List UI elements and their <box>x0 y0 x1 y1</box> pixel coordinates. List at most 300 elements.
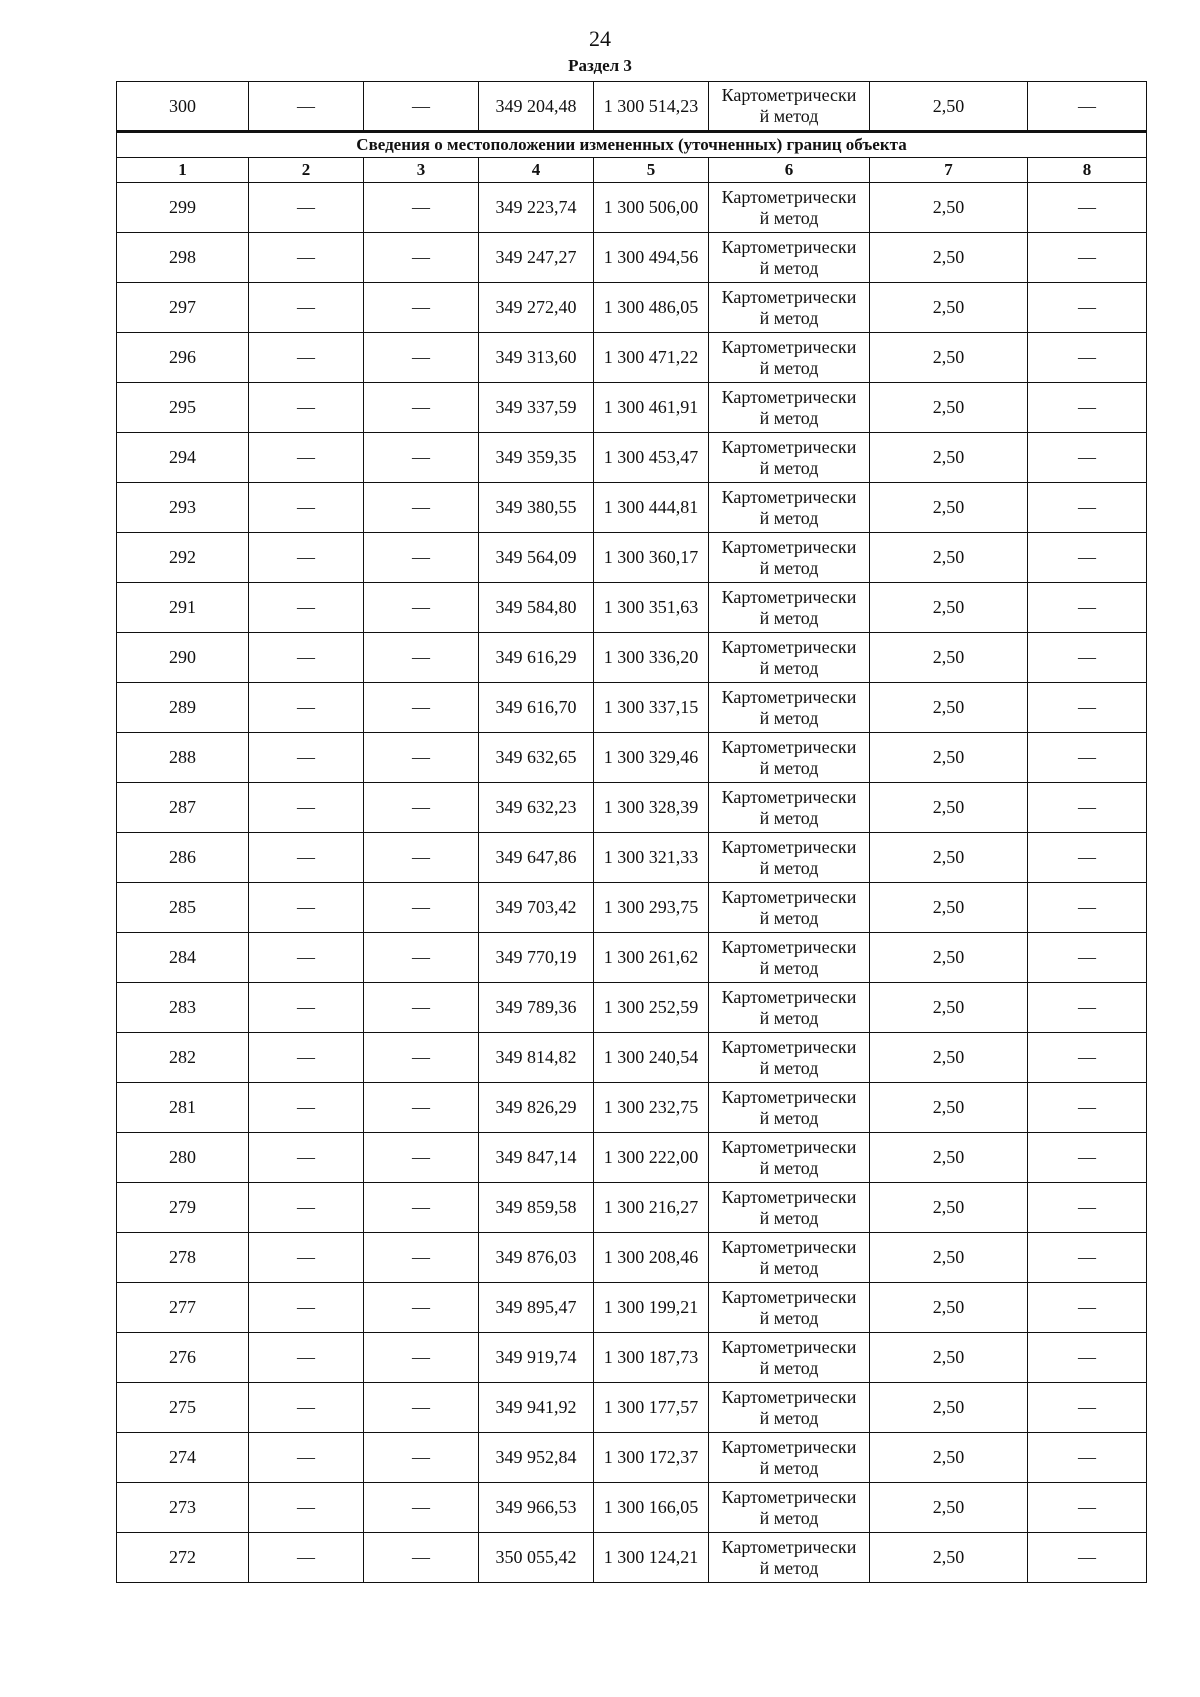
point-number-cell: 291 <box>117 583 249 633</box>
y-coordinate-cell: 1 300 337,15 <box>594 683 709 733</box>
y-coordinate-cell: 1 300 444,81 <box>594 483 709 533</box>
point-number-cell: 288 <box>117 733 249 783</box>
method-cell <box>709 933 870 983</box>
empty-cell: — <box>249 683 364 733</box>
x-coordinate-cell: 349 223,74 <box>479 183 594 233</box>
method-cell <box>709 533 870 583</box>
column-number: 7 <box>870 158 1028 183</box>
table-row <box>117 1133 1147 1183</box>
method-line1: Картометрически <box>721 1386 857 1407</box>
method-line1: Картометрически <box>721 236 857 257</box>
method-line2: й метод <box>759 457 819 478</box>
point-number-cell: 284 <box>117 933 249 983</box>
method-cell <box>709 683 870 733</box>
empty-cell: — <box>364 833 479 883</box>
method-line1: Картометрически <box>721 986 857 1007</box>
y-coordinate-cell: 1 300 453,47 <box>594 433 709 483</box>
method-cell <box>709 283 870 333</box>
empty-cell: — <box>249 1533 364 1583</box>
x-coordinate-cell: 349 313,60 <box>479 333 594 383</box>
table-row <box>117 433 1147 483</box>
point-number-cell: 290 <box>117 633 249 683</box>
method-cell <box>709 1333 870 1383</box>
point-number-cell: 273 <box>117 1483 249 1533</box>
empty-cell: — <box>364 533 479 583</box>
empty-cell: — <box>249 733 364 783</box>
method-cell <box>709 983 870 1033</box>
method-line1: Картометрически <box>721 1286 857 1307</box>
y-coordinate-cell: 1 300 360,17 <box>594 533 709 583</box>
y-coordinate-cell: 1 300 199,21 <box>594 1283 709 1333</box>
empty-cell: — <box>1028 283 1147 333</box>
method-line2: й метод <box>759 1207 819 1228</box>
empty-cell: — <box>1028 883 1147 933</box>
y-coordinate-cell: 1 300 232,75 <box>594 1083 709 1133</box>
method-line2: й метод <box>759 407 819 428</box>
point-number-cell: 274 <box>117 1433 249 1483</box>
point-number-cell: 293 <box>117 483 249 533</box>
x-coordinate-cell: 349 247,27 <box>479 233 594 283</box>
empty-cell: — <box>249 833 364 883</box>
table-row <box>117 1483 1147 1533</box>
empty-cell: — <box>249 1183 364 1233</box>
empty-cell: — <box>1028 383 1147 433</box>
column-number: 5 <box>594 158 709 183</box>
x-coordinate-cell: 349 941,92 <box>479 1383 594 1433</box>
method-line1: Картометрически <box>721 736 857 757</box>
table-row <box>117 233 1147 283</box>
empty-cell: — <box>249 1283 364 1333</box>
empty-cell: — <box>364 983 479 1033</box>
table-row <box>117 733 1147 783</box>
method-cell <box>709 833 870 883</box>
x-coordinate-cell: 349 966,53 <box>479 1483 594 1533</box>
accuracy-cell: 2,50 <box>870 483 1028 533</box>
empty-cell: — <box>364 933 479 983</box>
y-coordinate-cell: 1 300 240,54 <box>594 1033 709 1083</box>
empty-cell: — <box>249 1133 364 1183</box>
method-line1: Картометрически <box>721 436 857 457</box>
accuracy-cell: 2,50 <box>870 1183 1028 1233</box>
accuracy-cell: 2,50 <box>870 533 1028 583</box>
empty-cell: — <box>364 1083 479 1133</box>
accuracy-cell: 2,50 <box>870 783 1028 833</box>
empty-cell: — <box>249 783 364 833</box>
x-coordinate-cell: 349 952,84 <box>479 1433 594 1483</box>
empty-cell: — <box>364 333 479 383</box>
section-heading: Сведения о местоположении измененных (уточненных) границ объекта <box>117 132 1147 158</box>
method-line2: й метод <box>759 1557 819 1578</box>
y-coordinate-cell: 1 300 293,75 <box>594 883 709 933</box>
method-line1: Картометрически <box>721 1036 857 1057</box>
accuracy-cell: 2,50 <box>870 333 1028 383</box>
column-number: 4 <box>479 158 594 183</box>
accuracy-cell: 2,50 <box>870 1483 1028 1533</box>
empty-cell: — <box>364 1333 479 1383</box>
y-coordinate-cell: 1 300 252,59 <box>594 983 709 1033</box>
table-row <box>117 82 1147 132</box>
y-coordinate-cell: 1 300 494,56 <box>594 233 709 283</box>
method-cell <box>709 383 870 433</box>
method-line1: Картометрически <box>721 1236 857 1257</box>
method-line1: Картометрически <box>721 936 857 957</box>
y-coordinate-cell: 1 300 222,00 <box>594 1133 709 1183</box>
method-cell <box>709 1183 870 1233</box>
column-number: 1 <box>117 158 249 183</box>
column-number: 8 <box>1028 158 1147 183</box>
method-cell <box>709 1133 870 1183</box>
method-line2: й метод <box>759 957 819 978</box>
method-line1: Картометрически <box>721 1486 857 1507</box>
method-cell <box>709 1483 870 1533</box>
y-coordinate-cell: 1 300 321,33 <box>594 833 709 883</box>
method-cell <box>709 583 870 633</box>
point-number-cell: 283 <box>117 983 249 1033</box>
empty-cell: — <box>1028 533 1147 583</box>
accuracy-cell: 2,50 <box>870 1233 1028 1283</box>
empty-cell: — <box>364 1133 479 1183</box>
method-line2: й метод <box>759 557 819 578</box>
method-line2: й метод <box>759 1257 819 1278</box>
column-number: 3 <box>364 158 479 183</box>
empty-cell: — <box>1028 183 1147 233</box>
table-row <box>117 333 1147 383</box>
method-line1: Картометрически <box>721 85 857 105</box>
x-coordinate-cell: 349 919,74 <box>479 1333 594 1383</box>
x-coordinate-cell: 349 337,59 <box>479 383 594 433</box>
x-coordinate-cell: 349 847,14 <box>479 1133 594 1183</box>
y-coordinate-cell: 1 300 208,46 <box>594 1233 709 1283</box>
method-line1: Картометрически <box>721 186 857 207</box>
method-line2: й метод <box>759 657 819 678</box>
y-coordinate-cell: 1 300 216,27 <box>594 1183 709 1233</box>
empty-cell: — <box>249 1483 364 1533</box>
accuracy-cell: 2,50 <box>870 1083 1028 1133</box>
accuracy-cell: 2,50 <box>870 883 1028 933</box>
point-number-cell: 296 <box>117 333 249 383</box>
x-coordinate-cell: 349 814,82 <box>479 1033 594 1083</box>
empty-cell: — <box>364 233 479 283</box>
point-number-cell: 287 <box>117 783 249 833</box>
empty-cell: — <box>249 1333 364 1383</box>
empty-cell: — <box>249 233 364 283</box>
method-cell <box>709 433 870 483</box>
empty-cell: — <box>364 633 479 683</box>
point-number-cell: 285 <box>117 883 249 933</box>
accuracy-cell: 2,50 <box>870 1283 1028 1333</box>
method-line2: й метод <box>759 507 819 528</box>
empty-cell: — <box>1028 1483 1147 1533</box>
method-line1: Картометрически <box>721 1136 857 1157</box>
method-line1: Картометрически <box>721 336 857 357</box>
method-line2: й метод <box>759 1057 819 1078</box>
y-coordinate-cell: 1 300 486,05 <box>594 283 709 333</box>
point-number-cell: 297 <box>117 283 249 333</box>
x-coordinate-cell: 349 204,48 <box>479 82 594 132</box>
table-row <box>117 1083 1147 1133</box>
method-line2: й метод <box>759 1507 819 1528</box>
x-coordinate-cell: 349 380,55 <box>479 483 594 533</box>
x-coordinate-cell: 349 647,86 <box>479 833 594 883</box>
y-coordinate-cell: 1 300 177,57 <box>594 1383 709 1433</box>
empty-cell: — <box>364 383 479 433</box>
point-number-cell: 286 <box>117 833 249 883</box>
method-line1: Картометрически <box>721 1436 857 1457</box>
y-coordinate-cell: 1 300 514,23 <box>594 82 709 132</box>
table-row <box>117 1333 1147 1383</box>
table-row <box>117 1183 1147 1233</box>
table-row <box>117 883 1147 933</box>
section-title: Раздел 3 <box>568 56 632 75</box>
empty-cell: — <box>249 583 364 633</box>
accuracy-cell: 2,50 <box>870 583 1028 633</box>
table-row <box>117 783 1147 833</box>
y-coordinate-cell: 1 300 336,20 <box>594 633 709 683</box>
method-cell <box>709 1433 870 1483</box>
empty-cell: — <box>364 1233 479 1283</box>
empty-cell: — <box>1028 633 1147 683</box>
empty-cell: — <box>1028 1183 1147 1233</box>
x-coordinate-cell: 349 616,29 <box>479 633 594 683</box>
page-number: 24 <box>589 26 611 51</box>
y-coordinate-cell: 1 300 506,00 <box>594 183 709 233</box>
accuracy-cell: 2,50 <box>870 983 1028 1033</box>
empty-cell: — <box>249 333 364 383</box>
empty-cell: — <box>1028 433 1147 483</box>
empty-cell: — <box>364 583 479 633</box>
empty-cell: — <box>249 1233 364 1283</box>
empty-cell: — <box>249 1033 364 1083</box>
x-coordinate-cell: 349 632,65 <box>479 733 594 783</box>
y-coordinate-cell: 1 300 329,46 <box>594 733 709 783</box>
point-number-cell: 292 <box>117 533 249 583</box>
accuracy-cell: 2,50 <box>870 733 1028 783</box>
method-cell <box>709 733 870 783</box>
x-coordinate-cell: 349 789,36 <box>479 983 594 1033</box>
table-row <box>117 1383 1147 1433</box>
table-row <box>117 1533 1147 1583</box>
empty-cell: — <box>249 883 364 933</box>
empty-cell: — <box>364 183 479 233</box>
point-number-cell: 280 <box>117 1133 249 1183</box>
method-line1: Картометрически <box>721 636 857 657</box>
method-cell <box>709 1033 870 1083</box>
accuracy-cell: 2,50 <box>870 1433 1028 1483</box>
method-line2: й метод <box>759 707 819 728</box>
method-line2: й метод <box>759 1107 819 1128</box>
method-line1: Картометрически <box>721 286 857 307</box>
y-coordinate-cell: 1 300 124,21 <box>594 1533 709 1583</box>
y-coordinate-cell: 1 300 166,05 <box>594 1483 709 1533</box>
method-cell <box>709 783 870 833</box>
method-line2: й метод <box>759 757 819 778</box>
table-row <box>117 933 1147 983</box>
column-number: 2 <box>249 158 364 183</box>
accuracy-cell: 2,50 <box>870 183 1028 233</box>
method-line1: Картометрически <box>721 386 857 407</box>
accuracy-cell: 2,50 <box>870 283 1028 333</box>
method-cell <box>709 633 870 683</box>
accuracy-cell: 2,50 <box>870 1133 1028 1183</box>
empty-cell: — <box>364 1483 479 1533</box>
x-coordinate-cell: 349 703,42 <box>479 883 594 933</box>
empty-cell: — <box>249 483 364 533</box>
empty-cell: — <box>364 783 479 833</box>
empty-cell: — <box>249 933 364 983</box>
x-coordinate-cell: 349 826,29 <box>479 1083 594 1133</box>
empty-cell: — <box>249 1383 364 1433</box>
method-line2: й метод <box>759 207 819 228</box>
accuracy-cell: 2,50 <box>870 933 1028 983</box>
method-cell <box>709 183 870 233</box>
point-number-cell: 300 <box>117 82 249 132</box>
point-number-cell: 294 <box>117 433 249 483</box>
empty-cell: — <box>1028 1083 1147 1133</box>
y-coordinate-cell: 1 300 261,62 <box>594 933 709 983</box>
y-coordinate-cell: 1 300 328,39 <box>594 783 709 833</box>
x-coordinate-cell: 349 859,58 <box>479 1183 594 1233</box>
empty-cell: — <box>249 383 364 433</box>
method-cell <box>709 1283 870 1333</box>
method-line2: й метод <box>759 106 819 126</box>
method-line1: Картометрически <box>721 686 857 707</box>
accuracy-cell: 2,50 <box>870 1533 1028 1583</box>
accuracy-cell: 2,50 <box>870 1383 1028 1433</box>
y-coordinate-cell: 1 300 351,63 <box>594 583 709 633</box>
method-line2: й метод <box>759 807 819 828</box>
table-row <box>117 1283 1147 1333</box>
accuracy-cell: 2,50 <box>870 383 1028 433</box>
method-line2: й метод <box>759 357 819 378</box>
table-row <box>117 283 1147 333</box>
empty-cell: — <box>249 983 364 1033</box>
method-line2: й метод <box>759 907 819 928</box>
point-number-cell: 277 <box>117 1283 249 1333</box>
point-number-cell: 298 <box>117 233 249 283</box>
table-row <box>117 583 1147 633</box>
empty-cell: — <box>1028 483 1147 533</box>
table-row <box>117 833 1147 883</box>
method-line2: й метод <box>759 857 819 878</box>
method-cell <box>709 233 870 283</box>
method-line1: Картометрически <box>721 1186 857 1207</box>
point-number-cell: 276 <box>117 1333 249 1383</box>
accuracy-cell: 2,50 <box>870 633 1028 683</box>
empty-cell: — <box>364 82 479 132</box>
method-line1: Картометрически <box>721 1086 857 1107</box>
method-cell <box>709 1233 870 1283</box>
table-row <box>117 483 1147 533</box>
empty-cell: — <box>364 283 479 333</box>
empty-cell: — <box>1028 683 1147 733</box>
empty-cell: — <box>1028 1333 1147 1383</box>
x-coordinate-cell: 349 770,19 <box>479 933 594 983</box>
empty-cell: — <box>1028 233 1147 283</box>
empty-cell: — <box>364 433 479 483</box>
x-coordinate-cell: 349 895,47 <box>479 1283 594 1333</box>
point-number-cell: 278 <box>117 1233 249 1283</box>
empty-cell: — <box>1028 1283 1147 1333</box>
table-row <box>117 633 1147 683</box>
method-line1: Картометрически <box>721 1536 857 1557</box>
empty-cell: — <box>364 883 479 933</box>
x-coordinate-cell: 350 055,42 <box>479 1533 594 1583</box>
x-coordinate-cell: 349 564,09 <box>479 533 594 583</box>
empty-cell: — <box>364 733 479 783</box>
accuracy-cell: 2,50 <box>870 833 1028 883</box>
table-row <box>117 1433 1147 1483</box>
empty-cell: — <box>1028 583 1147 633</box>
method-cell <box>709 1383 870 1433</box>
x-coordinate-cell: 349 632,23 <box>479 783 594 833</box>
y-coordinate-cell: 1 300 172,37 <box>594 1433 709 1483</box>
table-row <box>117 383 1147 433</box>
point-number-cell: 272 <box>117 1533 249 1583</box>
method-line1: Картометрически <box>721 536 857 557</box>
method-cell <box>709 333 870 383</box>
table-row <box>117 683 1147 733</box>
accuracy-cell: 2,50 <box>870 233 1028 283</box>
method-line2: й метод <box>759 1457 819 1478</box>
x-coordinate-cell: 349 359,35 <box>479 433 594 483</box>
method-line1: Картометрически <box>721 786 857 807</box>
empty-cell: — <box>1028 983 1147 1033</box>
y-coordinate-cell: 1 300 461,91 <box>594 383 709 433</box>
empty-cell: — <box>364 1533 479 1583</box>
method-line2: й метод <box>759 1157 819 1178</box>
method-line2: й метод <box>759 607 819 628</box>
y-coordinate-cell: 1 300 471,22 <box>594 333 709 383</box>
x-coordinate-cell: 349 584,80 <box>479 583 594 633</box>
accuracy-cell: 2,50 <box>870 1033 1028 1083</box>
method-line1: Картометрически <box>721 886 857 907</box>
empty-cell: — <box>249 1433 364 1483</box>
method-line2: й метод <box>759 1357 819 1378</box>
x-coordinate-cell: 349 876,03 <box>479 1233 594 1283</box>
empty-cell: — <box>364 1283 479 1333</box>
method-line2: й метод <box>759 1307 819 1328</box>
empty-cell: — <box>1028 1033 1147 1083</box>
method-line1: Картометрически <box>721 836 857 857</box>
x-coordinate-cell: 349 616,70 <box>479 683 594 733</box>
empty-cell: — <box>1028 333 1147 383</box>
empty-cell: — <box>249 633 364 683</box>
method-cell <box>709 82 870 132</box>
method-line2: й метод <box>759 257 819 278</box>
accuracy-cell: 2,50 <box>870 433 1028 483</box>
x-coordinate-cell: 349 272,40 <box>479 283 594 333</box>
table-row <box>117 1033 1147 1083</box>
accuracy-cell: 2,50 <box>870 683 1028 733</box>
method-cell <box>709 1533 870 1583</box>
accuracy-cell: 2,50 <box>870 82 1028 132</box>
empty-cell: — <box>249 283 364 333</box>
empty-cell: — <box>1028 733 1147 783</box>
empty-cell: — <box>1028 933 1147 983</box>
point-number-cell: 279 <box>117 1183 249 1233</box>
method-line2: й метод <box>759 1407 819 1428</box>
empty-cell: — <box>364 1183 479 1233</box>
point-number-cell: 299 <box>117 183 249 233</box>
empty-cell: — <box>1028 1433 1147 1483</box>
empty-cell: — <box>364 1383 479 1433</box>
empty-cell: — <box>1028 1383 1147 1433</box>
empty-cell: — <box>1028 833 1147 883</box>
method-line1: Картометрически <box>721 1336 857 1357</box>
table-row <box>117 183 1147 233</box>
empty-cell: — <box>1028 1133 1147 1183</box>
column-numbers-row <box>117 158 1147 183</box>
